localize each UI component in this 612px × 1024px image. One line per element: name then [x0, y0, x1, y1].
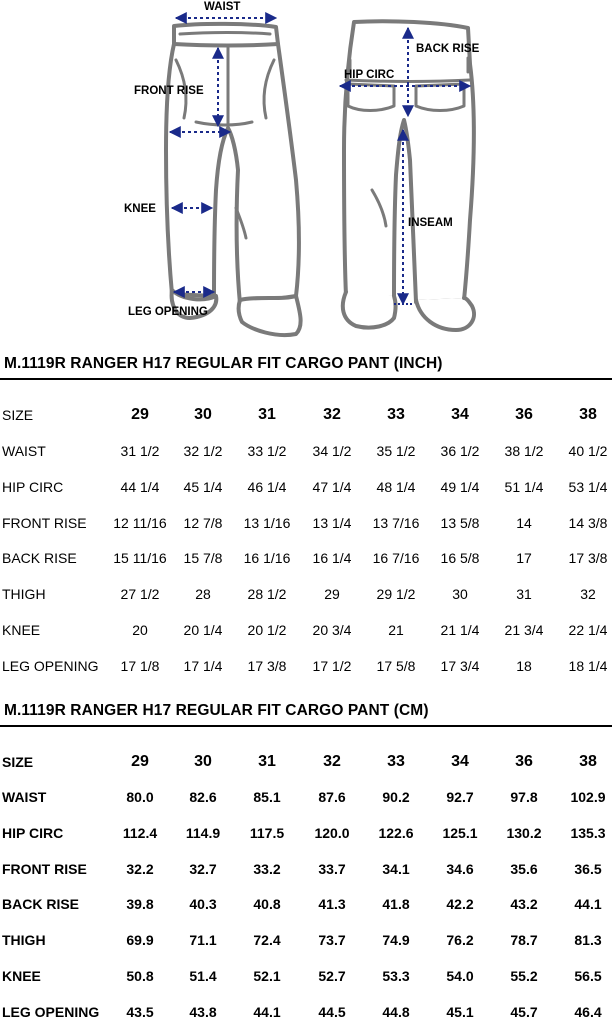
table-cell: 13 1/4: [312, 514, 352, 531]
row-label: HIP CIRC: [2, 824, 64, 841]
table-cell: 20 3/4: [312, 622, 352, 638]
table-cell: 33.7: [318, 860, 346, 877]
table-cell: 35 1/2: [376, 443, 416, 459]
row-label: FRONT RISE: [2, 514, 87, 531]
size-row-label: SIZE: [2, 754, 34, 770]
table-cell: 112.4: [122, 824, 158, 841]
row-label: WAIST: [2, 789, 47, 805]
table-cell: 32.7: [189, 860, 217, 877]
table-cell: 53.3: [382, 968, 410, 984]
row-label: FRONT RISE: [2, 860, 87, 877]
table-cell: 80.0: [126, 789, 154, 805]
table-cell: 13 1/16: [243, 514, 291, 531]
table-cell: 43.8: [189, 1003, 217, 1020]
size-header-cell: 31: [258, 406, 276, 423]
table-cell: 117.5: [249, 824, 285, 841]
table-cell: 12 11/16: [113, 514, 167, 531]
table-cell: 44.5: [318, 1003, 346, 1020]
table-cell: 21: [388, 622, 404, 638]
row-label: LEG OPENING: [2, 1003, 100, 1020]
table-cell: 41.3: [318, 896, 346, 913]
table-cell: 16 1/16: [243, 550, 291, 567]
front-rise-label: FRONT RISE: [134, 85, 204, 97]
row-label: KNEE: [2, 622, 41, 638]
table-cell: 90.2: [382, 789, 410, 805]
size-header-cell: 33: [387, 406, 405, 423]
row-label: BACK RISE: [2, 896, 80, 913]
table-cell: 29 1/2: [376, 586, 416, 603]
table-cell: 13 7/16: [372, 514, 420, 531]
table-cell: 72.4: [253, 932, 281, 949]
table-cell: 120.0: [314, 824, 350, 841]
table-cell: 69.9: [126, 932, 154, 949]
row-label: THIGH: [2, 932, 46, 949]
table-cell: 28: [195, 586, 211, 603]
table-cell: 12 7/8: [183, 514, 223, 531]
table-cell: 18 1/4: [568, 657, 608, 674]
table-cell: 15 11/16: [113, 550, 167, 567]
table-cell: 81.3: [574, 932, 602, 949]
size-header-cell: 29: [131, 406, 149, 423]
table-cell: 17 3/4: [440, 657, 480, 674]
size-header-cell: 31: [258, 753, 276, 770]
front-pants-illustration: [166, 24, 301, 335]
table-cell: 49 1/4: [440, 478, 480, 495]
table-cell: 20: [132, 622, 148, 638]
table-cell: 34.1: [382, 860, 410, 877]
table-cell: 52.7: [318, 968, 346, 984]
table-cell: 45.1: [446, 1003, 474, 1020]
table-cell: 21 1/4: [440, 622, 480, 638]
size-header-cell: 34: [451, 753, 469, 770]
size-header-cell: 38: [579, 753, 597, 770]
table-cell: 40.3: [189, 896, 217, 913]
table-cell: 21 3/4: [504, 622, 544, 638]
inch-title-divider: [0, 378, 612, 380]
table-cell: 47 1/4: [312, 478, 352, 495]
table-cell: 33.2: [253, 860, 281, 877]
row-label: THIGH: [2, 586, 46, 603]
waist-label: WAIST: [204, 1, 241, 13]
table-cell: 78.7: [510, 932, 538, 949]
table-cell: 17 1/4: [183, 657, 223, 674]
table-cell: 48 1/4: [376, 478, 416, 495]
table-cell: 97.8: [510, 789, 538, 805]
table-cell: 29: [324, 586, 340, 603]
table-cell: 39.8: [126, 896, 154, 913]
table-cell: 55.2: [510, 968, 538, 984]
table-cell: 41.8: [382, 896, 410, 913]
size-header-cell: 33: [387, 753, 405, 770]
table-cell: 74.9: [382, 932, 410, 949]
table-cell: 32 1/2: [183, 443, 223, 459]
table-cell: 36.5: [574, 860, 602, 877]
table-cell: 17: [516, 550, 532, 567]
table-cell: 44.1: [253, 1003, 281, 1020]
table-cell: 27 1/2: [120, 586, 160, 603]
row-label: KNEE: [2, 968, 41, 984]
table-cell: 44.1: [574, 896, 602, 913]
row-label: WAIST: [2, 443, 46, 459]
table-cell: 31 1/2: [120, 443, 160, 459]
row-label: BACK RISE: [2, 550, 77, 567]
table-cell: 130.2: [506, 824, 542, 841]
table-cell: 35.6: [510, 860, 538, 877]
table-cell: 14: [516, 514, 532, 531]
table-cell: 135.3: [570, 824, 606, 841]
table-cell: 44 1/4: [120, 478, 160, 495]
table-cell: 17 3/8: [568, 550, 608, 567]
table-cell: 85.1: [253, 789, 281, 805]
size-header-cell: 30: [194, 753, 212, 770]
table-cell: 92.7: [446, 789, 474, 805]
table-cell: 16 5/8: [440, 550, 480, 567]
size-row-label: SIZE: [2, 407, 34, 423]
table-cell: 22 1/4: [568, 622, 608, 638]
row-label: HIP CIRC: [2, 478, 64, 495]
table-cell: 20 1/2: [247, 622, 287, 638]
hip-circ-label: HIP CIRC: [344, 69, 395, 81]
table-cell: 51 1/4: [504, 478, 544, 495]
table-cell: 76.2: [446, 932, 474, 949]
table-cell: 17 5/8: [376, 657, 416, 674]
table-cell: 38 1/2: [504, 443, 544, 459]
cm-title-divider: [0, 725, 612, 727]
cm-table-title: M.1119R RANGER H17 REGULAR FIT CARGO PANT (CM): [4, 702, 429, 719]
table-cell: 32: [580, 586, 596, 603]
knee-label: KNEE: [124, 203, 156, 215]
table-cell: 16 7/16: [372, 550, 420, 567]
table-cell: 16 1/4: [312, 550, 352, 567]
table-cell: 82.6: [189, 789, 217, 805]
table-cell: 13 5/8: [440, 514, 480, 531]
table-cell: 46.4: [574, 1003, 602, 1020]
size-header-cell: 32: [323, 406, 341, 423]
table-cell: 40.8: [253, 896, 281, 913]
table-cell: 56.5: [574, 968, 602, 984]
size-header-cell: 36: [515, 753, 533, 770]
table-cell: 45 1/4: [183, 478, 223, 495]
size-header-cell: 34: [451, 406, 469, 423]
table-cell: 43.2: [510, 896, 538, 913]
table-cell: 18: [516, 657, 532, 674]
table-cell: 36 1/2: [440, 443, 480, 459]
table-cell: 71.1: [189, 932, 217, 949]
inch-table-title: M.1119R RANGER H17 REGULAR FIT CARGO PANT (INCH): [4, 355, 443, 372]
table-cell: 15 7/8: [183, 550, 223, 567]
table-cell: 45.7: [510, 1003, 538, 1020]
table-cell: 43.5: [126, 1003, 154, 1020]
table-cell: 20 1/4: [183, 622, 223, 638]
table-cell: 44.8: [382, 1003, 410, 1020]
back-pants-illustration: [343, 21, 474, 330]
inseam-label: INSEAM: [408, 217, 453, 229]
table-cell: 122.6: [378, 824, 414, 841]
table-cell: 73.7: [318, 932, 346, 949]
table-cell: 17 3/8: [247, 657, 287, 674]
size-header-cell: 29: [131, 753, 149, 770]
table-cell: 53 1/4: [568, 478, 608, 495]
table-cell: 50.8: [126, 968, 154, 984]
size-header-cell: 32: [323, 753, 341, 770]
table-cell: 30: [452, 586, 468, 603]
measurement-diagram: [0, 0, 612, 345]
table-cell: 125.1: [442, 824, 478, 841]
table-cell: 40 1/2: [568, 443, 608, 459]
table-cell: 46 1/4: [247, 478, 287, 495]
table-cell: 114.9: [185, 824, 221, 841]
table-cell: 42.2: [446, 896, 474, 913]
table-cell: 54.0: [446, 968, 474, 984]
leg-opening-label: LEG OPENING: [128, 306, 208, 318]
row-label: LEG OPENING: [2, 657, 99, 674]
table-cell: 34 1/2: [312, 443, 352, 459]
table-cell: 14 3/8: [568, 514, 608, 531]
table-cell: 32.2: [126, 860, 154, 877]
table-cell: 17 1/2: [312, 657, 352, 674]
table-cell: 51.4: [189, 968, 217, 984]
table-cell: 52.1: [253, 968, 281, 984]
size-header-cell: 38: [579, 406, 597, 423]
back-rise-label: BACK RISE: [416, 43, 480, 55]
table-cell: 28 1/2: [247, 586, 287, 603]
table-cell: 31: [516, 586, 532, 603]
table-cell: 34.6: [446, 860, 474, 877]
size-header-cell: 36: [515, 406, 533, 423]
table-cell: 33 1/2: [247, 443, 287, 459]
size-header-cell: 30: [194, 406, 212, 423]
table-cell: 87.6: [318, 789, 346, 805]
table-cell: 102.9: [570, 789, 606, 805]
table-cell: 17 1/8: [120, 657, 160, 674]
